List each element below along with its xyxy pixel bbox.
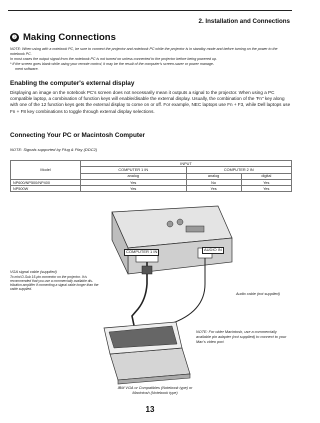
table-subheader-analog: analog xyxy=(186,173,241,179)
heading-external-display: Enabling the computer's external display xyxy=(10,80,135,87)
connection-diagram xyxy=(0,204,300,404)
paragraph-external-display: Displaying an image on the notebook PC's screen does not necessarily mean it outputs a signal to the projector. When using a PC compatible laptop, a combination of function keys will enable/disable the external display. Usually, the combination of the 'Fn" key along with one of the 12 function keys gets the external display to come on or off. For example, NEC laptops use Fn + F3, while Dell laptops use Fn + F8 key combinations to toggle through external display selections. xyxy=(10,90,291,114)
table-cell: Yes xyxy=(81,186,187,192)
table-cell-model: NP500W xyxy=(11,186,81,192)
connection-illustration xyxy=(0,204,300,404)
vga-cable-description: To mini D-Sub 15-pin connector on the projector. It is recommended that you use a commercially available dis-tribution amplifier if connecting a signal cable longer than the cable supplied. xyxy=(10,274,99,292)
note-screensaver-cont: ment software. xyxy=(15,67,39,71)
vga-cable-label xyxy=(10,270,100,292)
table-cell-model: NP600/NP500/NP400 xyxy=(11,179,81,185)
note-output-signal: In most cases the output signal from the notebook PC is not turned on unless connected to the projector before being powered up. xyxy=(10,57,217,61)
header-rule xyxy=(8,10,292,11)
table-header-input: INPUT xyxy=(81,161,292,167)
plug-and-play-table xyxy=(10,160,292,192)
table-header-computer2: COMPUTER 2 IN xyxy=(186,167,292,173)
table-cell: Yes xyxy=(241,179,291,185)
note-screensaver: * If the screen goes blank while using your remote control, it may be the result of the computer's screen-saver or power manage- xyxy=(10,62,215,66)
table-caption: NOTE: Signals supported by Plug & Play (DDC2) xyxy=(10,147,98,152)
step-number-badge: ❷ xyxy=(11,35,18,41)
section-header: 2. Installation and Connections xyxy=(198,18,290,25)
table-header-computer1: COMPUTER 1 IN xyxy=(81,167,187,173)
table-cell: Yes xyxy=(81,179,187,185)
audio-cable-label: Audio cable (not supplied) xyxy=(236,292,280,296)
page-title-text: Making Connections xyxy=(23,32,116,43)
page-number: 13 xyxy=(145,405,155,414)
laptop-illustration xyxy=(104,322,190,384)
table-cell: No xyxy=(186,179,241,185)
mac-adapter-note: NOTE: For older Macintosh, use a commercially available pin adapter (not supplied) to connect to your Mac's video port. xyxy=(196,330,287,344)
audio-port-label: AUDIO IN xyxy=(204,247,222,252)
table-cell: Yes xyxy=(241,186,291,192)
projector-illustration xyxy=(112,206,232,274)
table-row xyxy=(11,186,292,192)
note-standby: NOTE: When using with a notebook PC, be sure to connect the projector and notebook PC while the projector is in standby mode and before turning on the power to the notebook PC. xyxy=(10,47,278,56)
page-title xyxy=(10,32,116,43)
table-cell: Yes xyxy=(186,186,241,192)
computer-label: IBM VGA or Compatibles (Notebook type) or Macintosh (Notebook type) xyxy=(117,386,193,395)
table-subheader-analog: analog xyxy=(81,173,187,179)
table-header-model: Model xyxy=(11,161,81,180)
heading-connecting-pc: Connecting Your PC or Macintosh Computer xyxy=(10,132,146,139)
computer-port-label: COMPUTER 1 IN xyxy=(126,249,158,254)
table-subheader-digital: digital xyxy=(241,173,291,179)
vga-cable-title: VGA signal cable (supplied) xyxy=(10,270,57,274)
